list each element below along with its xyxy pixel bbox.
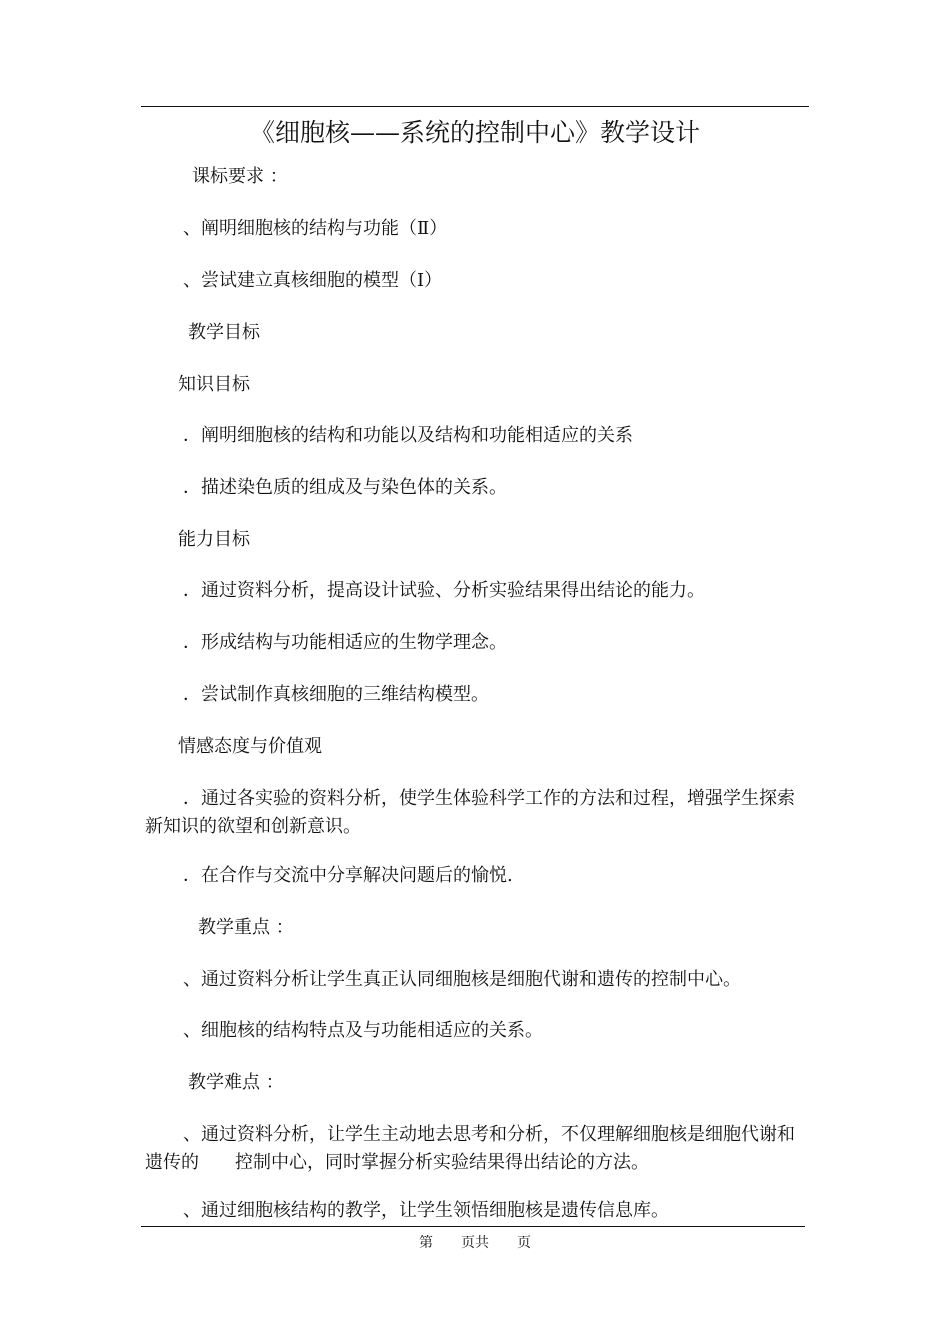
header-rule <box>141 106 809 107</box>
page-footer: 第 页共 页 <box>419 1235 531 1251</box>
attitude-objective-1: ．通过各实验的资料分析，使学生体验科学工作的方法和过程，增强学生探索新知识的欲望和创新意识。 <box>145 788 795 837</box>
footer-rule <box>141 1226 805 1227</box>
ability-objective-3: ．尝试制作真核细胞的三维结构模型。 <box>183 684 489 705</box>
knowledge-objective-1: ．阐明细胞核的结构和功能以及结构和功能相适应的关系 <box>183 425 633 446</box>
teaching-difficulty-1: 、通过资料分析，让学生主动地去思考和分析，不仅理解细胞核是细胞代谢和遗传的 控制中心，同时掌握分析实验结果得出结论的方法。 <box>145 1124 795 1173</box>
ability-objectives-heading: 能力目标 <box>178 529 250 550</box>
ability-objective-1: ．通过资料分析，提高设计试验、分析实验结果得出结论的能力。 <box>183 580 705 601</box>
teaching-difficulty-heading: 教学难点 ： <box>188 1072 284 1093</box>
teaching-focus-2: 、细胞核的结构特点及与功能相适应的关系。 <box>183 1020 543 1041</box>
requirement-item-2: 、尝试建立真核细胞的模型（Ⅰ） <box>183 270 443 291</box>
curriculum-requirements-heading: 课标要求 ： <box>192 166 288 187</box>
ability-objective-2: ．形成结构与功能相适应的生物学理念。 <box>183 632 507 653</box>
knowledge-objective-2: ．描述染色质的组成及与染色体的关系。 <box>183 477 507 498</box>
teaching-objectives-heading: 教学目标 <box>188 322 260 343</box>
teaching-focus-heading: 教学重点 ： <box>198 917 294 938</box>
requirement-item-1: 、阐明细胞核的结构与功能（Ⅱ） <box>183 218 448 239</box>
teaching-focus-1: 、通过资料分析让学生真正认同细胞核是细胞代谢和遗传的控制中心。 <box>183 969 741 990</box>
attitude-objective-2: ．在合作与交流中分享解决问题后的愉悦. <box>183 865 513 886</box>
document-title: 《细胞核——系统的控制中心》教学设计 <box>249 118 700 147</box>
attitude-values-heading: 情感态度与价值观 <box>178 736 322 757</box>
teaching-difficulty-2: 、通过细胞核结构的教学，让学生领悟细胞核是遗传信息库。 <box>183 1200 669 1221</box>
knowledge-objectives-heading: 知识目标 <box>178 374 250 395</box>
